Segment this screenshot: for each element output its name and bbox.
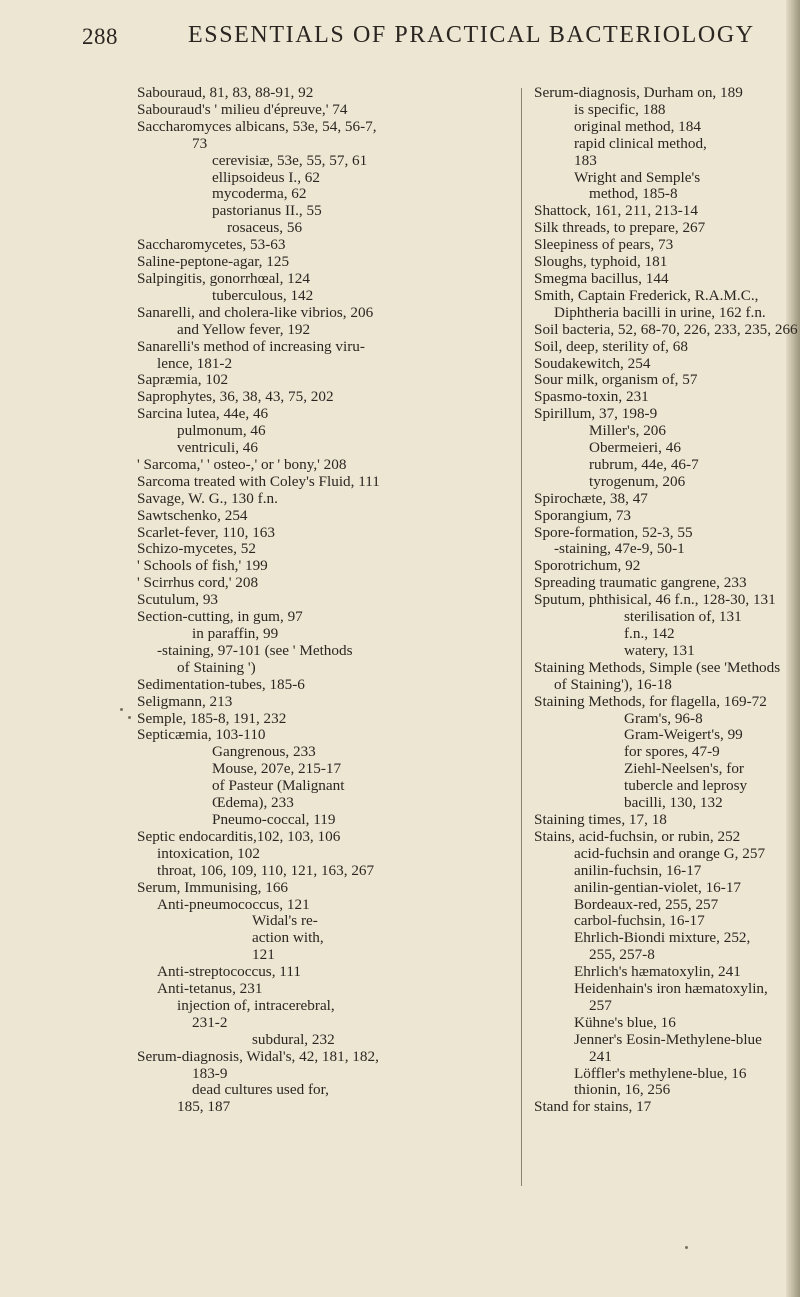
- index-entry: tuberculous, 142: [212, 286, 314, 304]
- index-entry: Wright and Semple's: [574, 168, 701, 186]
- index-entry: 185, 187: [177, 1098, 231, 1116]
- index-entry: Saprophytes, 36, 38, 43, 75, 202: [137, 388, 334, 406]
- index-entry: Septicæmia, 103-110: [137, 726, 266, 744]
- index-entry: Staining Methods, Simple (see 'Methods: [534, 658, 781, 676]
- index-entry: Heidenhain's iron hæmatoxylin,: [574, 980, 768, 998]
- index-entry: Gram-Weigert's, 99: [624, 726, 743, 744]
- index-entry: Serum-diagnosis, Durham on, 189: [534, 84, 743, 101]
- index-entry: and Yellow fever, 192: [177, 320, 311, 338]
- index-column-left: [137, 85, 519, 1116]
- index-entry: carbol-fuchsin, 16-17: [574, 912, 705, 930]
- index-entry: Stains, acid-fuchsin, or rubin, 252: [534, 827, 741, 845]
- column-divider: [521, 88, 522, 1186]
- index-entry: rosaceus, 56: [227, 219, 303, 237]
- index-entry: ventriculi, 46: [177, 439, 258, 457]
- index-entry: rapid clinical method,: [574, 134, 707, 152]
- index-entry: injection of, intracerebral,: [177, 996, 335, 1014]
- index-entry: Saline-peptone-agar, 125: [137, 253, 290, 271]
- index-entry: Shattock, 161, 211, 213-14: [534, 202, 698, 220]
- index-entry: anilin-gentian-violet, 16-17: [574, 878, 742, 896]
- index-entry: tubercle and leprosy: [624, 777, 748, 795]
- index-entry: Serum, Immunising, 166: [137, 878, 289, 896]
- index-entry: throat, 106, 109, 110, 121, 163, 267: [157, 861, 375, 879]
- index-entry: Sanarelli, and cholera-like vibrios, 206: [137, 303, 374, 321]
- index-entry: Mouse, 207e, 215-17: [212, 760, 342, 778]
- index-entry: Sputum, phthisical, 46 f.n., 128-30, 131: [534, 591, 776, 609]
- index-entry: of Staining'), 16-18: [554, 675, 672, 693]
- index-entry: 231-2: [192, 1013, 228, 1031]
- index-entry: Diphtheria bacilli in urine, 162 f.n.: [554, 303, 766, 321]
- index-entry: -staining, 47e-9, 50-1: [554, 540, 685, 558]
- index-entry: Soudakewitch, 254: [534, 354, 651, 372]
- index-entry: 241: [589, 1047, 612, 1065]
- index-entry: 73: [192, 134, 208, 152]
- index-entry: original method, 184: [574, 117, 701, 135]
- index-entry: Sloughs, typhoid, 181: [534, 253, 668, 271]
- index-entry: Seligmann, 213: [137, 692, 233, 710]
- index-entry: 183-9: [192, 1064, 228, 1082]
- index-entry: f.n., 142: [624, 625, 675, 642]
- index-entry: thionin, 16, 256: [574, 1081, 671, 1099]
- index-entry: for spores, 47-9: [624, 743, 720, 761]
- index-entry: Ehrlich's hæmatoxylin, 241: [574, 963, 741, 981]
- index-entry: Salpingitis, gonorrhœal, 124: [137, 269, 310, 287]
- index-entry: Pneumo-coccal, 119: [212, 810, 336, 828]
- index-entry: intoxication, 102: [157, 844, 260, 862]
- index-entry: action with,: [252, 929, 324, 947]
- index-entry: mycoderma, 62: [212, 185, 307, 203]
- index-entry: Septic endocarditis,102, 103, 106: [137, 827, 341, 845]
- index-entry: Gram's, 96-8: [624, 709, 703, 727]
- index-entry: Saccharomycetes, 53-63: [137, 236, 286, 254]
- index-entry: Savage, W. G., 130 f.n.: [137, 489, 278, 507]
- index-entry: Spirillum, 37, 198-9: [534, 405, 658, 423]
- ink-speck: [685, 1246, 688, 1249]
- index-entry: Sapræmia, 102: [137, 371, 229, 389]
- index-entry: Sarcina lutea, 44e, 46: [137, 405, 269, 423]
- index-entry: Smegma bacillus, 144: [534, 269, 669, 287]
- index-entry: Saccharomyces albicans, 53e, 54, 56-7,: [137, 117, 377, 135]
- index-entry: Section-cutting, in gum, 97: [137, 608, 303, 626]
- index-entry: of Pasteur (Malignant: [212, 777, 345, 795]
- index-entry: Spasmo-toxin, 231: [534, 388, 649, 406]
- ink-speck: [128, 716, 131, 719]
- index-entry: Gangrenous, 233: [212, 743, 316, 761]
- index-entry: Schizo-mycetes, 52: [137, 540, 256, 558]
- index-entry: Sabouraud's ' milieu d'épreuve,' 74: [137, 100, 348, 118]
- index-entry: Sporangium, 73: [534, 506, 632, 524]
- index-entry: Silk threads, to prepare, 267: [534, 219, 706, 237]
- index-entry: bacilli, 130, 132: [624, 794, 723, 812]
- index-entry: ' Sarcoma,' ' osteo-,' or ' bony,' 208: [137, 455, 347, 473]
- index-entry: Sarcoma treated with Coley's Fluid, 111: [137, 472, 380, 490]
- index-entry: -staining, 97-101 (see ' Methods: [157, 641, 353, 659]
- index-entry: Sanarelli's method of increasing viru-: [137, 337, 365, 355]
- index-entry: Scarlet-fever, 110, 163: [137, 523, 275, 541]
- index-entry: Smith, Captain Frederick, R.A.M.C.,: [534, 286, 759, 304]
- index-entry: Stand for stains, 17: [534, 1098, 652, 1116]
- index-entry: 183: [574, 151, 597, 169]
- index-entry: 255, 257-8: [589, 946, 655, 964]
- index-entry: Widal's re-: [252, 912, 318, 930]
- index-entry: ellipsoideus I., 62: [212, 168, 320, 186]
- index-entry: method, 185-8: [589, 185, 678, 203]
- index-entry: subdural, 232: [252, 1030, 335, 1048]
- index-entry: in paraffin, 99: [192, 625, 279, 642]
- index-entry: lence, 181-2: [157, 354, 233, 372]
- index-entry: Soil bacteria, 52, 68-70, 226, 233, 235, 266: [534, 320, 798, 338]
- index-column-right: [534, 85, 800, 1116]
- index-entry: Obermeieri, 46: [589, 439, 681, 457]
- index-entry: Semple, 185-8, 191, 232: [137, 709, 287, 727]
- index-entry: Staining Methods, for flagella, 169-72: [534, 692, 767, 710]
- index-entry: Sour milk, organism of, 57: [534, 371, 698, 389]
- index-entry: rubrum, 44e, 46-7: [589, 455, 699, 473]
- index-entry: Staining times, 17, 18: [534, 810, 667, 828]
- index-entry: is specific, 188: [574, 100, 666, 118]
- index-entry: dead cultures used for,: [192, 1081, 329, 1099]
- page-header: [0, 18, 800, 58]
- index-entry: tyrogenum, 206: [589, 472, 686, 490]
- index-entry: Sporotrichum, 92: [534, 557, 641, 575]
- index-entry: Spore-formation, 52-3, 55: [534, 523, 693, 541]
- index-entry: watery, 131: [624, 641, 695, 659]
- index-entry: Ziehl-Neelsen's, for: [624, 760, 744, 778]
- index-entry: Œdema), 233: [212, 794, 294, 812]
- index-entry: pastorianus II., 55: [212, 202, 322, 220]
- index-entry: Sabouraud, 81, 83, 88-91, 92: [137, 84, 314, 101]
- index-entry: anilin-fuchsin, 16-17: [574, 861, 702, 879]
- index-entry: Ehrlich-Biondi mixture, 252,: [574, 929, 751, 947]
- index-entry: acid-fuchsin and orange G, 257: [574, 844, 766, 862]
- index-entry: Serum-diagnosis, Widal's, 42, 181, 182,: [137, 1047, 379, 1065]
- index-entry: Löffler's methylene-blue, 16: [574, 1064, 747, 1082]
- running-title: ESSENTIALS OF PRACTICAL BACTERIOLOGY: [188, 22, 755, 48]
- index-entry: Sawtschenko, 254: [137, 506, 248, 524]
- index-entry: sterilisation of, 131: [624, 608, 742, 626]
- index-entry: Bordeaux-red, 255, 257: [574, 895, 719, 913]
- index-entry: cerevisiæ, 53e, 55, 57, 61: [212, 151, 368, 169]
- index-entry: Anti-tetanus, 231: [157, 980, 263, 998]
- index-entry: Sleepiness of pears, 73: [534, 236, 674, 254]
- index-entry: Kühne's blue, 16: [574, 1013, 676, 1031]
- index-entry: ' Schools of fish,' 199: [137, 557, 268, 575]
- index-entry: Scutulum, 93: [137, 591, 219, 609]
- index-entry: Anti-streptococcus, 111: [157, 963, 301, 981]
- index-entry: 257: [589, 996, 612, 1014]
- index-entry: Soil, deep, sterility of, 68: [534, 337, 688, 355]
- ink-speck: [120, 708, 123, 711]
- index-entry: Spreading traumatic gangrene, 233: [534, 574, 747, 592]
- index-entry: of Staining '): [177, 658, 256, 676]
- index-entry: pulmonum, 46: [177, 422, 266, 440]
- index-entry: Jenner's Eosin-Methylene-blue: [574, 1030, 762, 1048]
- index-entry: ' Scirrhus cord,' 208: [137, 574, 259, 592]
- index-entry: Anti-pneumococcus, 121: [157, 895, 310, 913]
- index-entry: 121: [252, 946, 275, 964]
- index-entry: Spirochæte, 38, 47: [534, 489, 648, 507]
- index-entry: Sedimentation-tubes, 185-6: [137, 675, 305, 693]
- index-entry: Miller's, 206: [589, 422, 666, 440]
- page-number: 288: [82, 24, 118, 49]
